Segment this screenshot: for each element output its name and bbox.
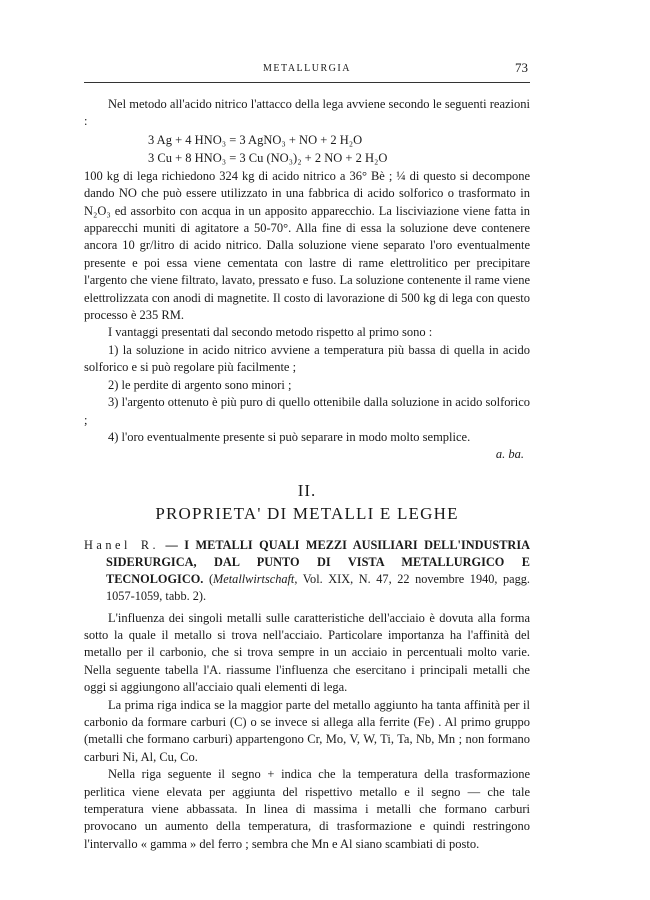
section-number: II. — [297, 480, 317, 500]
reference-journal: Metallwirtschaft — [213, 571, 295, 586]
advantage-item: 1) la soluzione in acido nitrico avviene a temperatura più bassa di quella in acido solforico e si può regolare più facilmente ; — [84, 342, 530, 375]
advantage-item: 4) l'oro eventualmente presente si può separare in modo molto semplice. — [108, 429, 471, 444]
reference-dash: — — [159, 537, 185, 552]
section-title: PROPRIETA' DI METALLI E LEGHE — [155, 504, 459, 524]
page-number: 73 — [515, 60, 528, 75]
intro-text: Nel metodo all'acido nitrico l'attacco della lega avviene secondo le seguenti reazioni : — [84, 97, 530, 129]
reference-author: Hanel R. — [84, 537, 160, 552]
page-header — [84, 60, 530, 83]
advantage-item: 3) l'argento ottenuto è più puro di quello ottenibile dalla soluzione in acido solforico ; — [84, 395, 530, 427]
reference-title: I METALLI QUALI MEZZI AUSILIARI DELL'INDUSTRIA SIDERURGICA, DAL PUNTO DI VISTA METALLURGICO E TECNOLOGICO. — [106, 537, 530, 586]
paragraph-second-row: Nella riga seguente il segno + indica che la temperatura della trasformazione perlitica viene elevata per aggiunta del rispettivo metallo e il segno — che tale temperatura viene abbassata. In linea di massima i metalli che formano carburi provocano un aumento della temperatura, di trasformazione e quindi restringono l'intervallo « gamma » del ferro ; sembra che Mn e Al siano scambiati di posto. — [84, 767, 530, 851]
advantage-item: 2) le perdite di argento sono minori ; — [108, 377, 292, 392]
reference-open-paren: ( — [203, 571, 214, 586]
reference-details: , Vol. XIX, N. 47, 22 novembre 1940, pagg. 1057-1059, tabb. 2). — [106, 571, 531, 603]
paragraph-process: 100 kg di lega richiedono 324 kg di acido nitrico a 36° Bè ; ¼ di questo si decompone dando NO che può essere utilizzato in una fabbrica di acido solforico o trasformato in N₂O₃ ed assorbito con acqua in un apposito apparecchio. La lisciviazione viene fatta in apparecchi muniti di agitatore a 50-70°. Alla fine di essa la soluzione deve contenere ancora 10 gr/litro di acido nitrico. Dalla soluzione viene separato l'oro eventualmente presente e poi essa viene cementata con lastre di rame elettrolitico per precipitare l'argento che viene filtrato, lavato, pressato e fuso. La soluzione contenente il rame viene elettrolizzata con anodi di magnetite. Il costo di lavorazione di 500 kg di lega con questo processo è 235 RM. — [84, 168, 530, 323]
equation-silver: 3 Ag + 4 HNO₃ = 3 AgNO₃ + NO + 2 H₂O — [148, 132, 363, 147]
author-initials: a. ba. — [495, 447, 524, 462]
page-body — [84, 96, 530, 853]
advantages-intro: I vantaggi presentati dal secondo metodo rispetto al primo sono : — [108, 325, 433, 340]
paragraph-first-row: La prima riga indica se la maggior parte del metallo aggiunto ha tanta affinità per il carbonio da formare carburi (C) o se invece si allega alla ferrite (Fe) . Al primo gruppo (metalli che formano carburi) appartengono Cr, Mo, V, W, Ti, Ta, Nb, Mn ; non formano carburi Ni, Al, Cu, Co. — [84, 697, 530, 764]
running-title: METALLURGIA — [263, 63, 351, 74]
bibliographic-reference — [84, 537, 530, 605]
paragraph-influence: L'influenza dei singoli metalli sulle caratteristiche dell'acciaio è dovuta alla forma sotto la quale il metallo si trova nell'acciaio. Particolare importanza ha l'affinità del metallo per il carbonio, che si trova sempre in un acciaio in percentuali molto varie. Nella seguente tabella l'A. riassume l'influenza che esercitano i principali metalli che oggi si aggiungono all'acciaio quali elementi di lega. — [84, 610, 530, 695]
equation-copper: 3 Cu + 8 HNO₃ = 3 Cu (NO₃)₂ + 2 NO + 2 H₂O — [148, 150, 388, 165]
